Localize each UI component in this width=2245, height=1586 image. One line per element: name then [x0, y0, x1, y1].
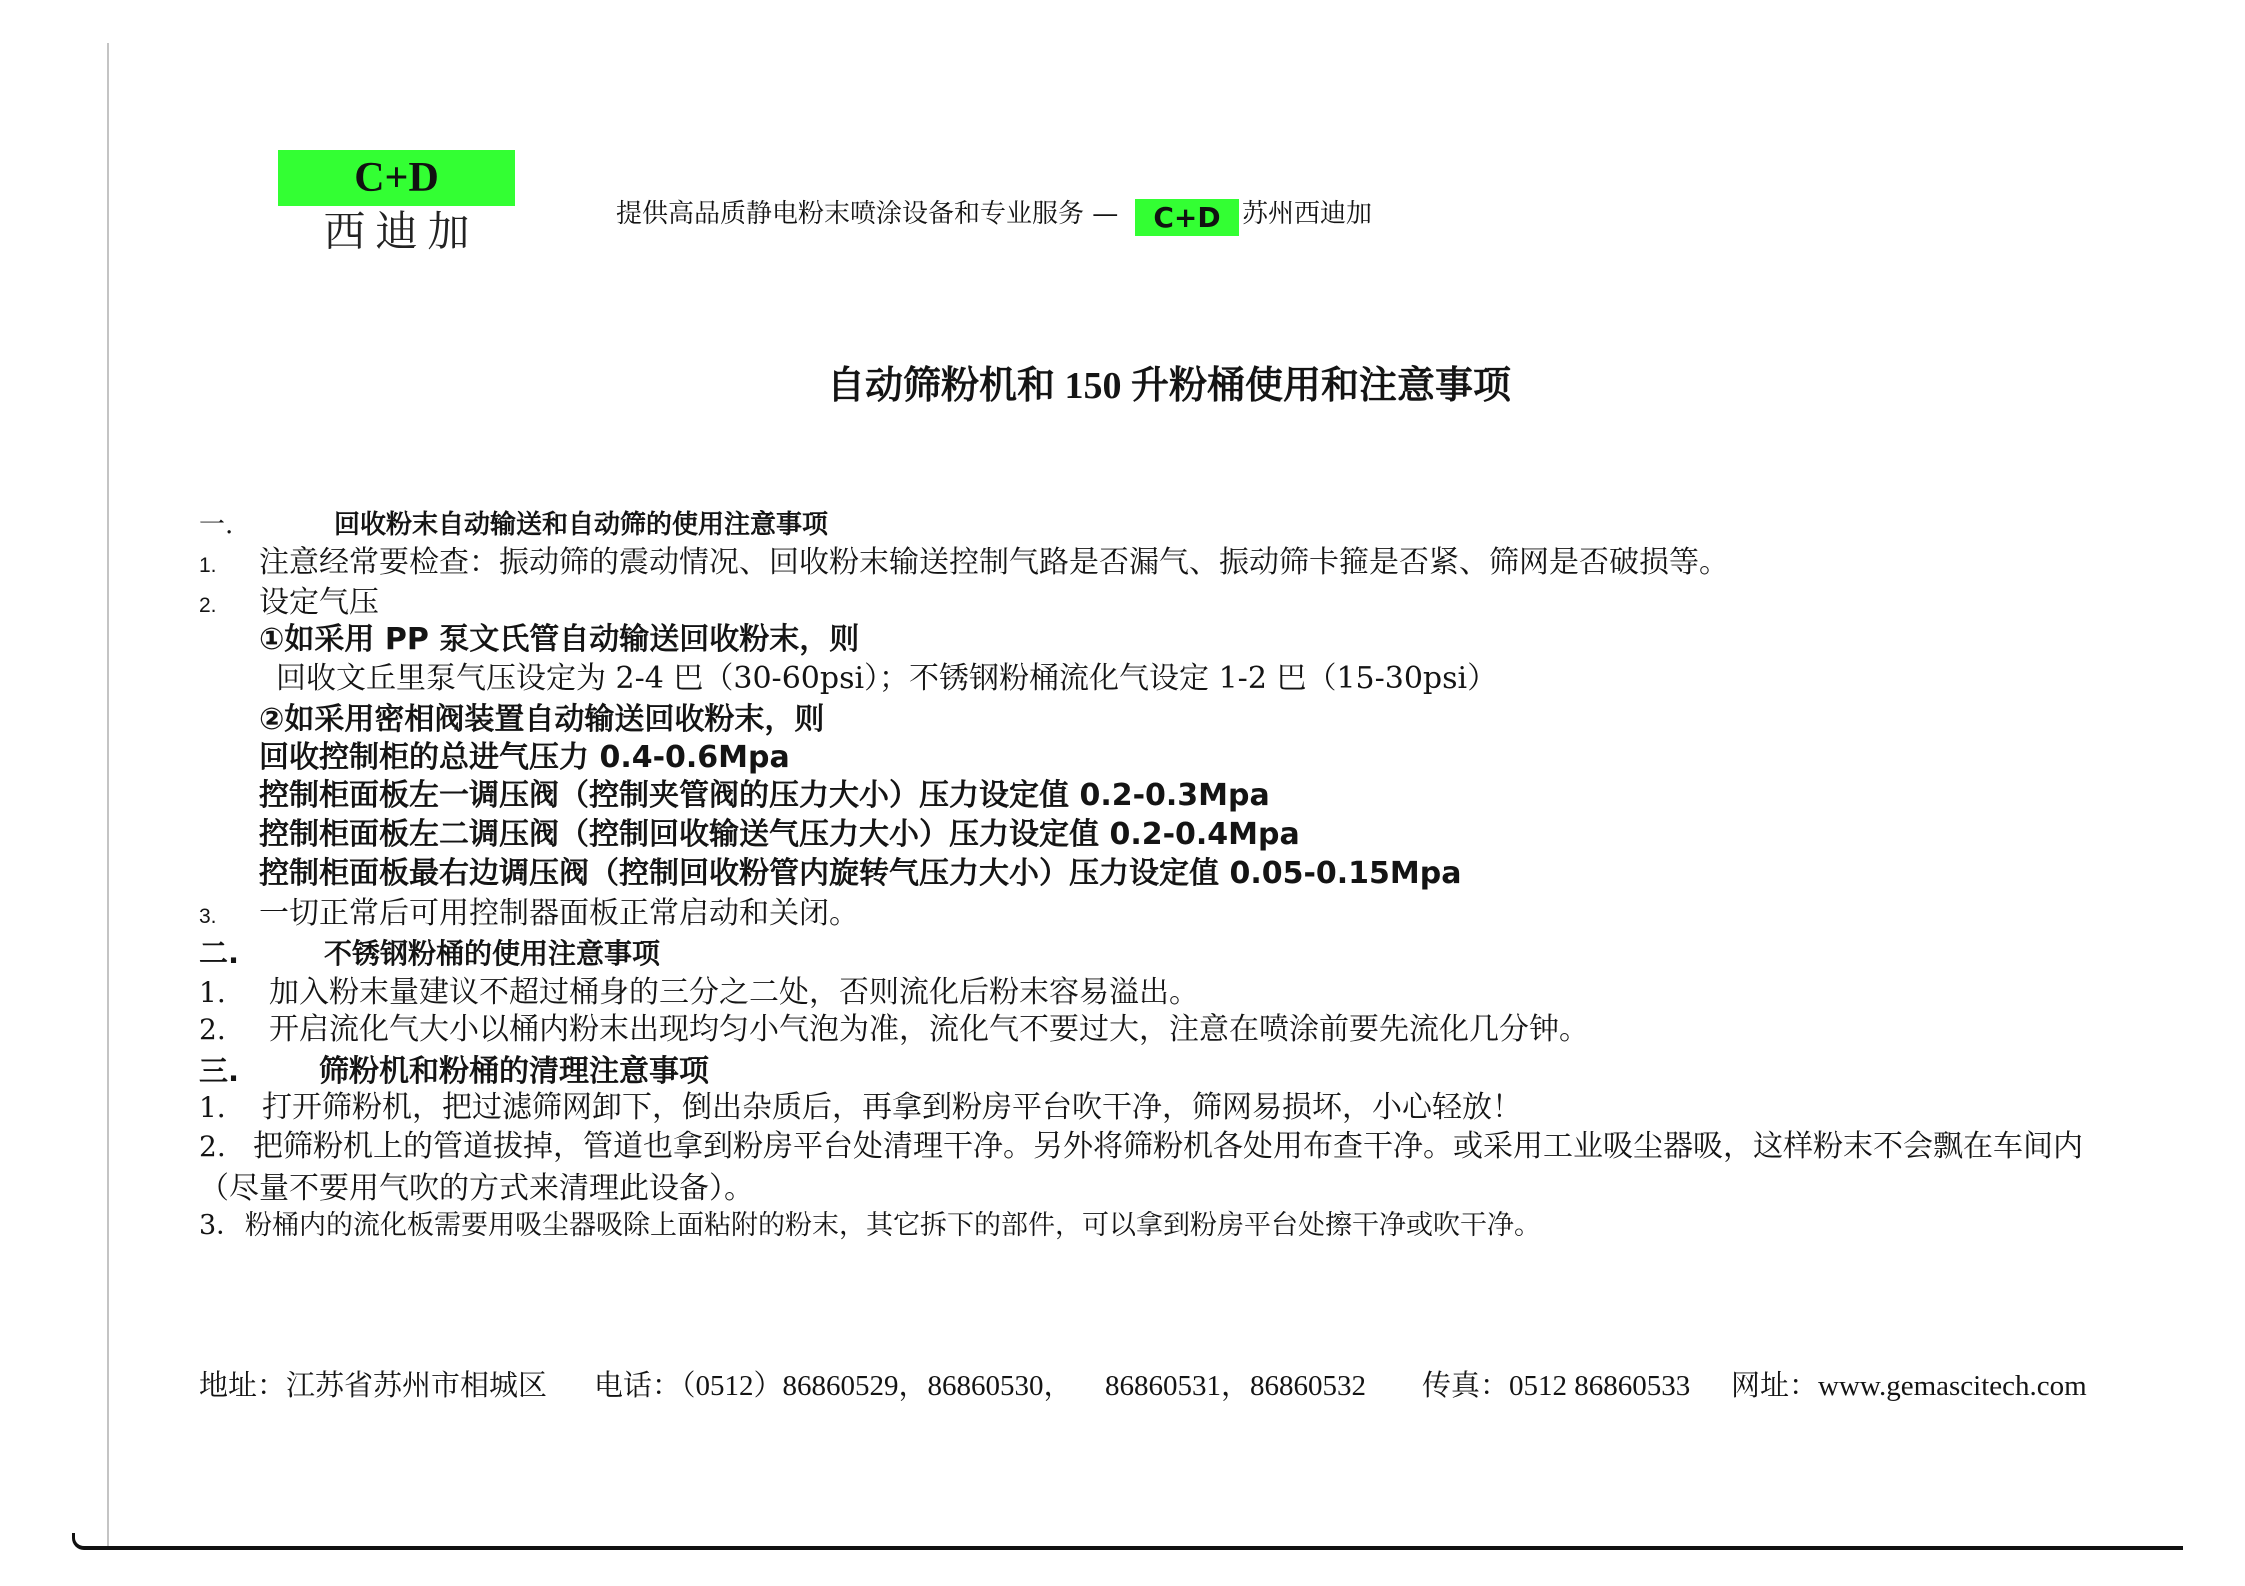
item-number: 1．	[199, 1091, 245, 1124]
section-heading: 筛粉机和粉桶的清理注意事项	[319, 1054, 709, 1089]
scan-edge-left	[107, 43, 109, 1548]
list-item	[199, 894, 859, 937]
item-number: 2.	[199, 594, 217, 617]
item-text: 开启流化气大小以桶内粉末出现均匀小气泡为准，流化气不要过大，注意在喷涂前要先流化几分钟。	[269, 1012, 1589, 1047]
item-number: 1.	[199, 554, 217, 577]
section-number: 三.	[199, 1054, 240, 1088]
detail-line: 控制柜面板最右边调压阀（控制回收粉管内旋转气压力大小）压力设定值 0.05-0.15Mpa	[259, 856, 1462, 891]
item-number: 3.	[199, 905, 217, 928]
section-heading: 不锈钢粉桶的使用注意事项	[324, 937, 661, 970]
detail-line: 控制柜面板左一调压阀（控制夹管阀的压力大小）压力设定值 0.2-0.3Mpa	[259, 778, 1270, 813]
detail-line: ②如采用密相阀装置自动输送回收粉末，则	[259, 702, 825, 737]
item-number: 2.	[199, 1013, 226, 1046]
list-item	[199, 1126, 2124, 1210]
item-text: 设定气压	[259, 585, 379, 620]
item-text: 注意经常要检查：振动筛的震动情况、回收粉末输送控制气路是否漏气、振动筛卡箍是否紧、筛网是否破损等。	[259, 545, 1729, 580]
item-number: 1.	[199, 976, 226, 1009]
footer-fax: 传真：0512 86860533	[1422, 1370, 1691, 1402]
section-heading: 回收粉末自动输送和自动筛的使用注意事项	[334, 510, 829, 540]
list-item	[199, 973, 1199, 1013]
footer-phone-more: 86860531，86860532	[1105, 1370, 1367, 1402]
company-logo-name: 西迪加	[323, 207, 480, 256]
item-text: 一切正常后可用控制器面板正常启动和关闭。	[259, 896, 859, 931]
section-number: 二.	[199, 936, 240, 970]
section-header	[199, 1051, 709, 1092]
list-item	[199, 1206, 1541, 1246]
footer-address: 地址：江苏省苏州市相城区	[199, 1370, 548, 1402]
item-text: 把筛粉机上的管道拔掉，管道也拿到粉房平台处清理干净。另外将筛粉机各处用布查干净。或采用工业吸尘器吸，这样粉末不会飘在车间内（尽量不要用气吹的方式来清理此设备）。	[199, 1129, 2083, 1206]
detail-line: ①如采用 PP 泵文氏管自动输送回收粉末，则	[259, 622, 860, 657]
list-item	[199, 543, 1729, 586]
tagline-logo-mark: C+D	[1135, 199, 1239, 236]
section-number: 一.	[199, 510, 234, 540]
item-number: 2.	[199, 1130, 226, 1163]
company-logo-mark: C+D	[278, 150, 515, 206]
list-item	[199, 1010, 1589, 1050]
detail-line: 回收控制柜的总进气压力 0.4-0.6Mpa	[259, 740, 790, 775]
scan-edge-bottom	[72, 1533, 2183, 1550]
item-number: 3．	[199, 1210, 244, 1241]
detail-line: 回收文丘里泵气压设定为 2-4 巴（30-60psi）；不锈钢粉桶流化气设定 1-2 巴（15-30psi）	[276, 661, 1498, 696]
list-item	[199, 1088, 1522, 1128]
document-title: 自动筛粉机和 150 升粉桶使用和注意事项	[827, 365, 1512, 407]
tagline-company: 苏州西迪加	[1242, 199, 1373, 229]
detail-line: 控制柜面板左二调压阀（控制回收输送气压力大小）压力设定值 0.2-0.4Mpa	[259, 817, 1300, 852]
footer-phone: 电话：（0512）86860529，86860530，	[594, 1370, 1073, 1402]
section-header	[199, 505, 828, 545]
item-text: 打开筛粉机，把过滤筛网卸下，倒出杂质后，再拿到粉房平台吹干净，筛网易损坏，小心轻放！	[262, 1090, 1522, 1125]
footer-website: 网址：www.gemascitech.com	[1731, 1370, 2087, 1402]
item-text: 粉桶内的流化板需要用吸尘器吸除上面粘附的粉末，其它拆下的部件，可以拿到粉房平台处擦干净或吹干净。	[245, 1210, 1541, 1241]
item-text: 加入粉末量建议不超过桶身的三分之二处，否则流化后粉末容易溢出。	[269, 975, 1199, 1010]
header-tagline: 提供高品质静电粉末喷涂设备和专业服务 —	[616, 199, 1119, 229]
section-header	[199, 933, 660, 974]
